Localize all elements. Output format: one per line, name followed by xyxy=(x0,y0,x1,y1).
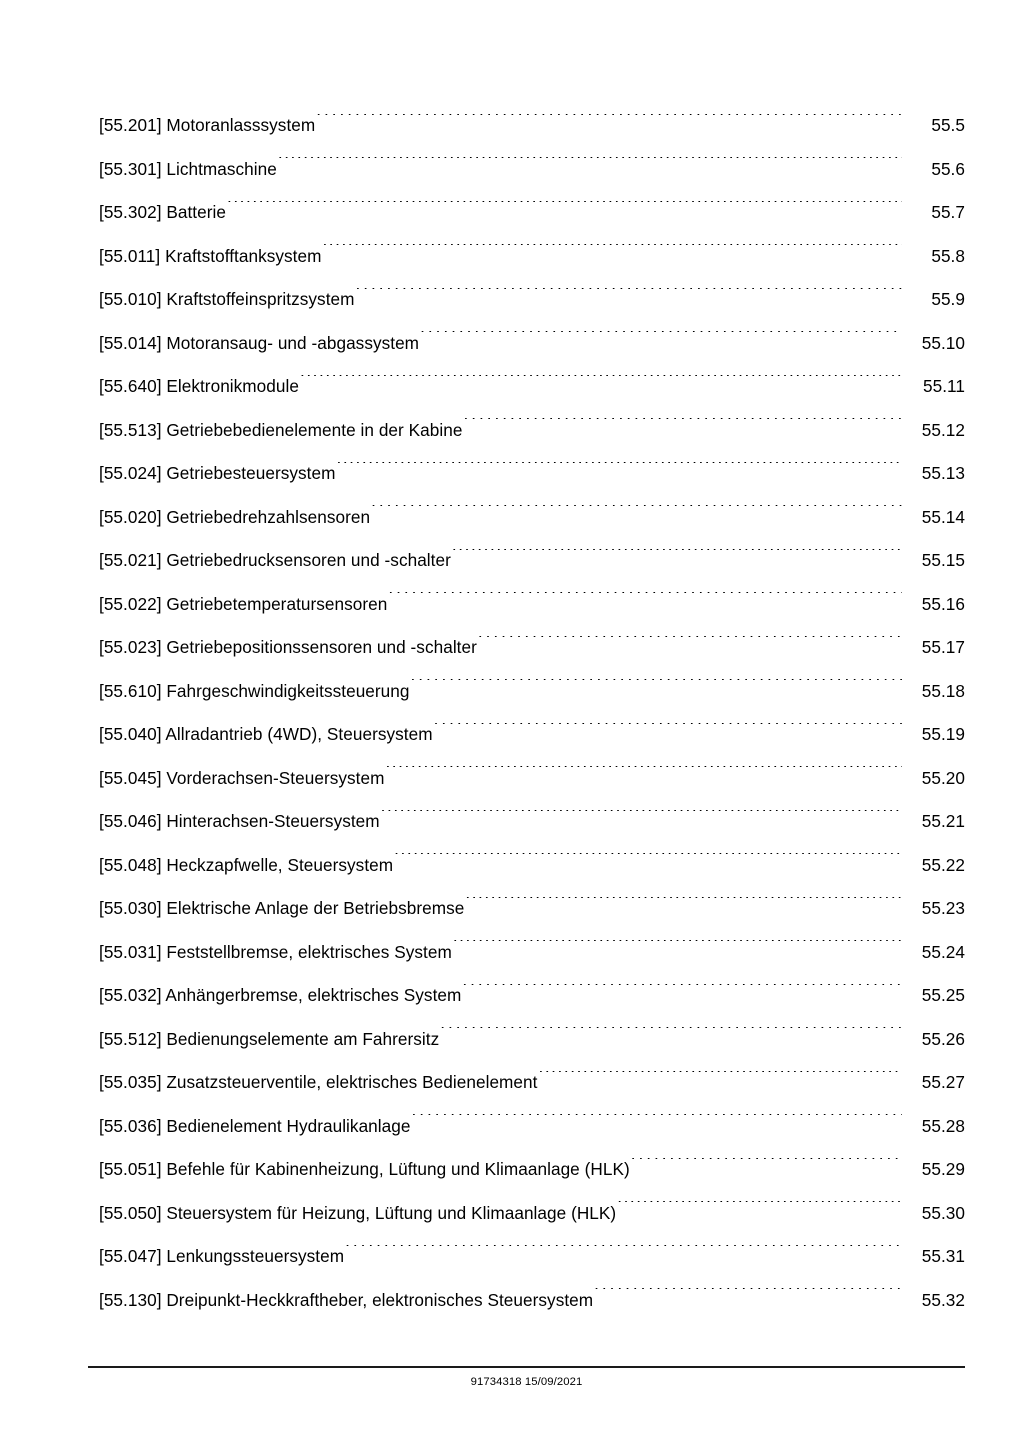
toc-dot-leader xyxy=(336,462,902,479)
toc-dot-leader xyxy=(278,157,902,174)
toc-dot-leader xyxy=(478,636,902,653)
toc-dot-leader xyxy=(300,375,902,392)
toc-entry[interactable] xyxy=(99,1105,965,1149)
toc-dot-leader xyxy=(463,418,902,435)
toc-dot-leader xyxy=(420,331,902,348)
toc-entry-page-number: 55.15 xyxy=(921,550,965,570)
toc-entry[interactable] xyxy=(99,1279,965,1323)
toc-entry[interactable] xyxy=(99,104,965,148)
toc-entry-page-number: 55.22 xyxy=(921,854,965,875)
toc-entry-title: [55.035] Zusatzsteuerventile, elektrisches Bedienelement xyxy=(99,1072,538,1092)
toc-entry[interactable] xyxy=(99,1061,965,1105)
toc-entry-title: [55.036] Bedienelement Hydraulikanlage xyxy=(99,1115,411,1136)
toc-entry-page-number: 55.31 xyxy=(921,1246,965,1266)
toc-entry[interactable] xyxy=(99,409,965,453)
toc-entry-page-number: 55.10 xyxy=(921,332,965,353)
toc-dot-leader xyxy=(465,897,902,914)
toc-entry-title: [55.512] Bedienungselemente am Fahrersitz xyxy=(99,1028,440,1049)
toc-entry-title: [55.010] Kraftstoffeinspritzsystem xyxy=(99,289,355,309)
toc-entry-title: [55.610] Fahrgeschwindigkeitssteuerung xyxy=(99,680,410,701)
toc-entry[interactable] xyxy=(99,626,965,670)
toc-entry[interactable] xyxy=(99,757,965,801)
toc-dot-leader xyxy=(411,1114,902,1131)
toc-entry[interactable] xyxy=(99,191,965,235)
toc-entry[interactable] xyxy=(99,713,965,757)
toc-entry-page-number: 55.5 xyxy=(931,115,965,135)
toc-entry-title: [55.051] Befehle für Kabinenheizung, Lüftung und Klimaanlage (HLK) xyxy=(99,1159,630,1179)
toc-entry[interactable] xyxy=(99,1192,965,1236)
toc-entry-title: [55.201] Motoranlasssystem xyxy=(99,115,316,135)
toc-entry[interactable] xyxy=(99,365,965,409)
toc-entry[interactable] xyxy=(99,800,965,844)
footer-text: 91734318 15/09/2021 xyxy=(470,1375,583,1388)
toc-entry[interactable] xyxy=(99,322,965,366)
toc-entry-page-number: 55.29 xyxy=(921,1159,965,1179)
toc-entry-page-number: 55.23 xyxy=(921,898,965,918)
toc-entry-page-number: 55.27 xyxy=(921,1072,965,1092)
toc-dot-leader xyxy=(385,766,902,783)
toc-dot-leader xyxy=(411,679,902,696)
table-of-contents xyxy=(99,104,965,1322)
toc-entry[interactable] xyxy=(99,148,965,192)
toc-entry[interactable] xyxy=(99,452,965,496)
toc-entry[interactable] xyxy=(99,278,965,322)
toc-entry-page-number: 55.24 xyxy=(921,941,965,962)
toc-entry[interactable] xyxy=(99,844,965,888)
toc-entry-page-number: 55.13 xyxy=(921,463,965,483)
toc-entry-title: [55.011] Kraftstofftanksystem xyxy=(99,245,322,266)
toc-entry-title: [55.032] Anhängerbremse, elektrisches System xyxy=(99,985,462,1005)
toc-dot-leader xyxy=(381,810,902,827)
toc-entry-title: [55.024] Getriebesteuersystem xyxy=(99,463,336,483)
toc-dot-leader xyxy=(452,549,902,566)
toc-dot-leader xyxy=(594,1288,902,1305)
toc-entry[interactable] xyxy=(99,583,965,627)
toc-dot-leader xyxy=(440,1027,902,1044)
toc-entry-page-number: 55.11 xyxy=(923,376,965,396)
toc-entry[interactable] xyxy=(99,887,965,931)
toc-entry-title: [55.022] Getriebetemperatursensoren xyxy=(99,593,388,614)
toc-dot-leader xyxy=(434,723,902,740)
toc-entry-title: [55.023] Getriebepositionssensoren und -schalter xyxy=(99,637,477,657)
toc-entry[interactable] xyxy=(99,235,965,279)
toc-dot-leader xyxy=(322,244,902,261)
toc-entry-title: [55.030] Elektrische Anlage der Betriebsbremse xyxy=(99,898,465,918)
toc-entry-title: [55.020] Getriebedrehzahlsensoren xyxy=(99,506,371,527)
toc-dot-leader xyxy=(345,1245,902,1262)
toc-entry-title: [55.048] Heckzapfwelle, Steuersystem xyxy=(99,854,394,875)
toc-entry-page-number: 55.20 xyxy=(921,767,965,788)
toc-entry-page-number: 55.28 xyxy=(921,1115,965,1136)
toc-entry-page-number: 55.7 xyxy=(931,202,965,222)
toc-entry[interactable] xyxy=(99,1235,965,1279)
toc-entry-page-number: 55.8 xyxy=(931,245,965,266)
toc-entry-page-number: 55.17 xyxy=(921,637,965,657)
toc-entry-title: [55.021] Getriebedrucksensoren und -schalter xyxy=(99,550,451,570)
toc-entry-title: [55.050] Steuersystem für Heizung, Lüftung und Klimaanlage (HLK) xyxy=(99,1202,617,1223)
toc-entry-title: [55.047] Lenkungssteuersystem xyxy=(99,1246,345,1266)
page-footer xyxy=(88,1366,965,1388)
toc-entry-page-number: 55.16 xyxy=(921,593,965,614)
toc-dot-leader xyxy=(462,984,902,1001)
toc-entry-page-number: 55.21 xyxy=(921,811,965,831)
toc-dot-leader xyxy=(316,114,902,131)
toc-entry[interactable] xyxy=(99,496,965,540)
toc-entry[interactable] xyxy=(99,974,965,1018)
toc-entry-page-number: 55.25 xyxy=(921,985,965,1005)
toc-dot-leader xyxy=(617,1201,902,1218)
toc-entry[interactable] xyxy=(99,539,965,583)
toc-entry-page-number: 55.12 xyxy=(921,419,965,440)
toc-dot-leader xyxy=(388,592,902,609)
toc-entry-title: [55.045] Vorderachsen-Steuersystem xyxy=(99,767,385,788)
toc-dot-leader xyxy=(538,1071,902,1088)
toc-entry[interactable] xyxy=(99,1018,965,1062)
toc-dot-leader xyxy=(356,288,903,305)
footer-divider xyxy=(88,1366,965,1368)
toc-entry-page-number: 55.26 xyxy=(921,1028,965,1049)
toc-entry-page-number: 55.32 xyxy=(921,1289,965,1310)
toc-entry-title: [55.640] Elektronikmodule xyxy=(99,376,299,396)
toc-entry-page-number: 55.9 xyxy=(931,289,965,309)
toc-dot-leader xyxy=(394,853,902,870)
toc-entry-title: [55.046] Hinterachsen-Steuersystem xyxy=(99,811,380,831)
toc-entry[interactable] xyxy=(99,1148,965,1192)
toc-entry-page-number: 55.30 xyxy=(921,1202,965,1223)
toc-entry-title: [55.014] Motoransaug- und -abgassystem xyxy=(99,332,420,353)
toc-entry-title: [55.040] Allradantrieb (4WD), Steuersystem xyxy=(99,724,433,744)
toc-entry-page-number: 55.6 xyxy=(931,158,965,179)
toc-entry-page-number: 55.19 xyxy=(921,724,965,744)
toc-entry-title: [55.130] Dreipunkt-Heckkraftheber, elektronisches Steuersystem xyxy=(99,1289,594,1310)
toc-entry[interactable] xyxy=(99,931,965,975)
toc-entry-page-number: 55.18 xyxy=(921,680,965,701)
toc-entry-page-number: 55.14 xyxy=(921,506,965,527)
toc-entry-title: [55.513] Getriebebedienelemente in der Kabine xyxy=(99,419,463,440)
toc-dot-leader xyxy=(371,505,902,522)
toc-entry[interactable] xyxy=(99,670,965,714)
toc-entry-title: [55.302] Batterie xyxy=(99,202,226,222)
toc-entry-title: [55.031] Feststellbremse, elektrisches System xyxy=(99,941,452,962)
toc-dot-leader xyxy=(453,940,902,957)
toc-entry-title: [55.301] Lichtmaschine xyxy=(99,158,277,179)
toc-dot-leader xyxy=(227,201,902,218)
toc-dot-leader xyxy=(631,1158,902,1175)
